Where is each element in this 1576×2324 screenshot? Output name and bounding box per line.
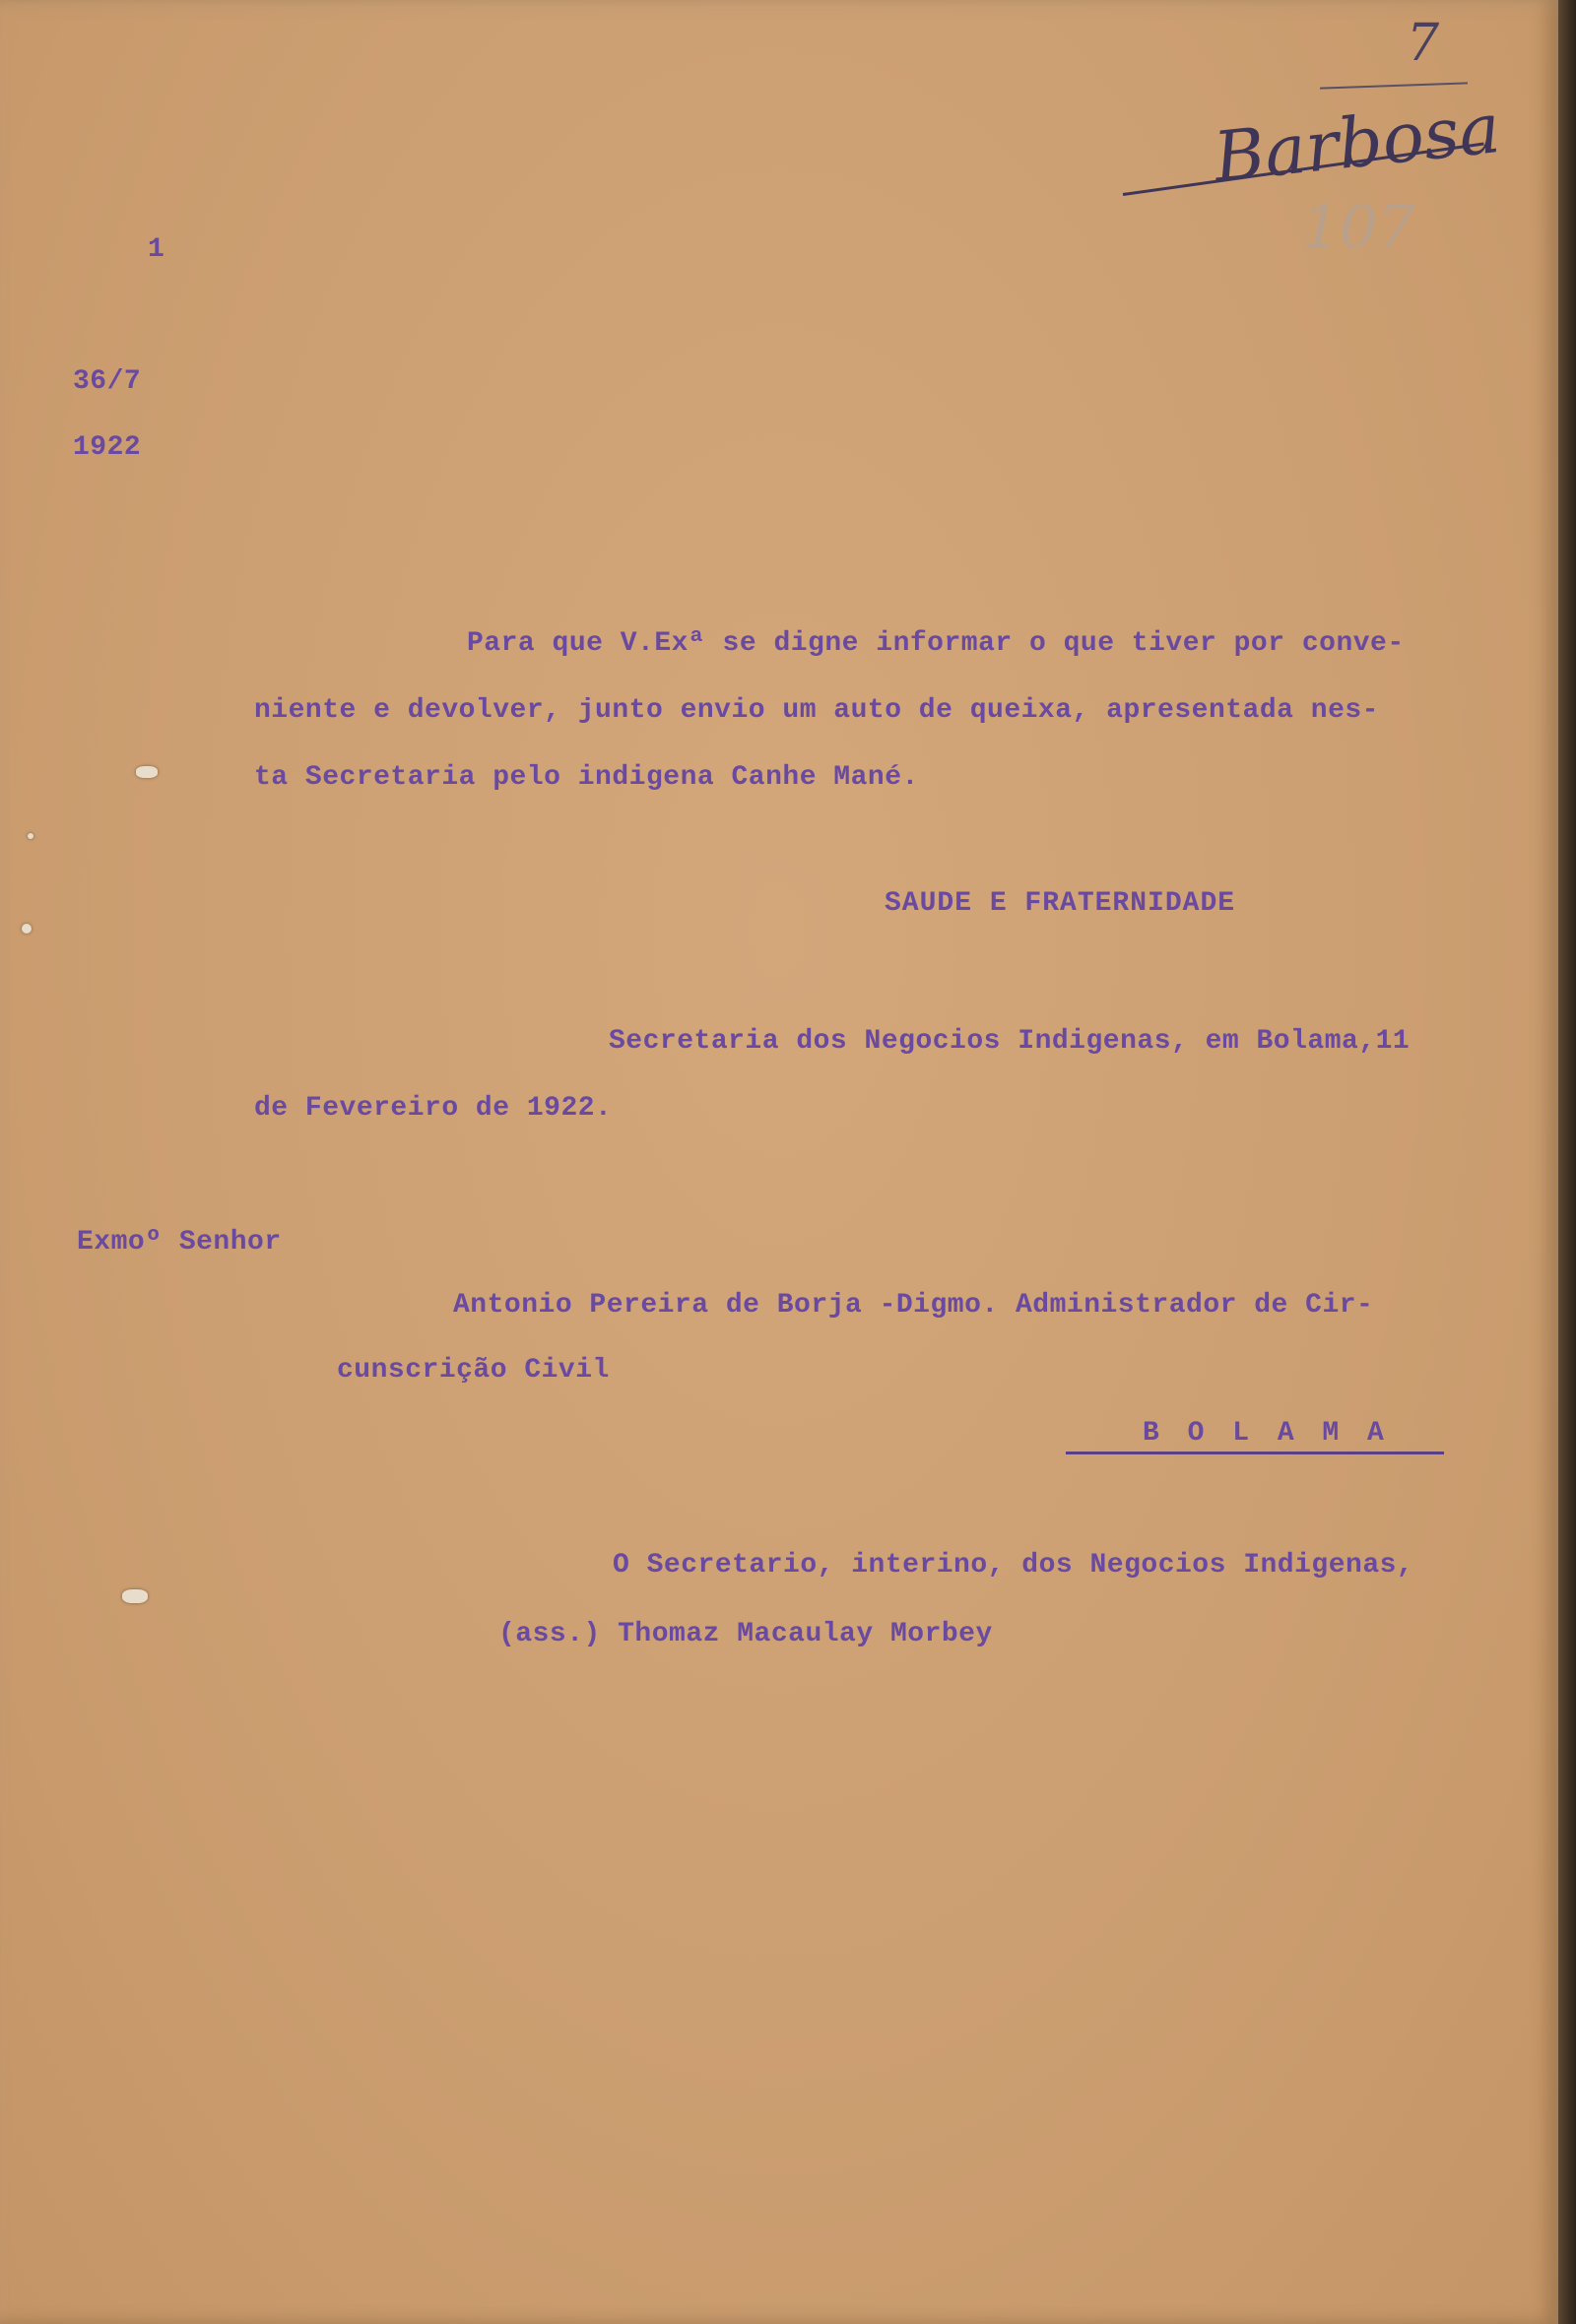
- paragraph-line: ta Secretaria pelo indigena Canhe Mané.: [254, 762, 919, 793]
- handwritten-signature: Barbosa: [1210, 88, 1504, 198]
- signatory-name: (ass.) Thomaz Macaulay Morbey: [498, 1619, 993, 1649]
- closing-salutation: SAUDE E FRATERNIDADE: [885, 888, 1236, 919]
- reference-year: 1922: [73, 432, 142, 463]
- addressee-city: B O L A M A: [1143, 1418, 1390, 1449]
- place-date-line: Secretaria dos Negocios Indigenas, em Bolama,11: [609, 1026, 1411, 1057]
- signatory-title: O Secretario, interino, dos Negocios Indigenas,: [613, 1550, 1414, 1581]
- place-date-line: de Fevereiro de 1922.: [254, 1093, 613, 1124]
- binder-hole: [22, 924, 32, 934]
- addressee-line: cunscrição Civil: [337, 1355, 610, 1386]
- page-edge: [1558, 0, 1576, 2324]
- addressee-line: Antonio Pereira de Borja -Digmo. Administrador de Cir-: [453, 1290, 1374, 1321]
- folio-rule: [1320, 82, 1468, 89]
- pencil-number: 107: [1302, 193, 1415, 262]
- reference-number: 36/7: [73, 366, 142, 397]
- folio-number: 7: [1407, 14, 1440, 73]
- paragraph-line: Para que V.Exª se digne informar o que tiver por conve-: [467, 628, 1405, 659]
- binder-hole: [136, 766, 158, 778]
- paragraph-line: niente e devolver, junto envio um auto de queixa, apresentada nes-: [254, 695, 1379, 726]
- binder-hole: [122, 1589, 148, 1603]
- addressee-title: Exmoº Senhor: [77, 1227, 282, 1258]
- city-underline: [1066, 1452, 1444, 1454]
- binder-hole: [28, 833, 33, 839]
- page-number: 1: [148, 234, 165, 265]
